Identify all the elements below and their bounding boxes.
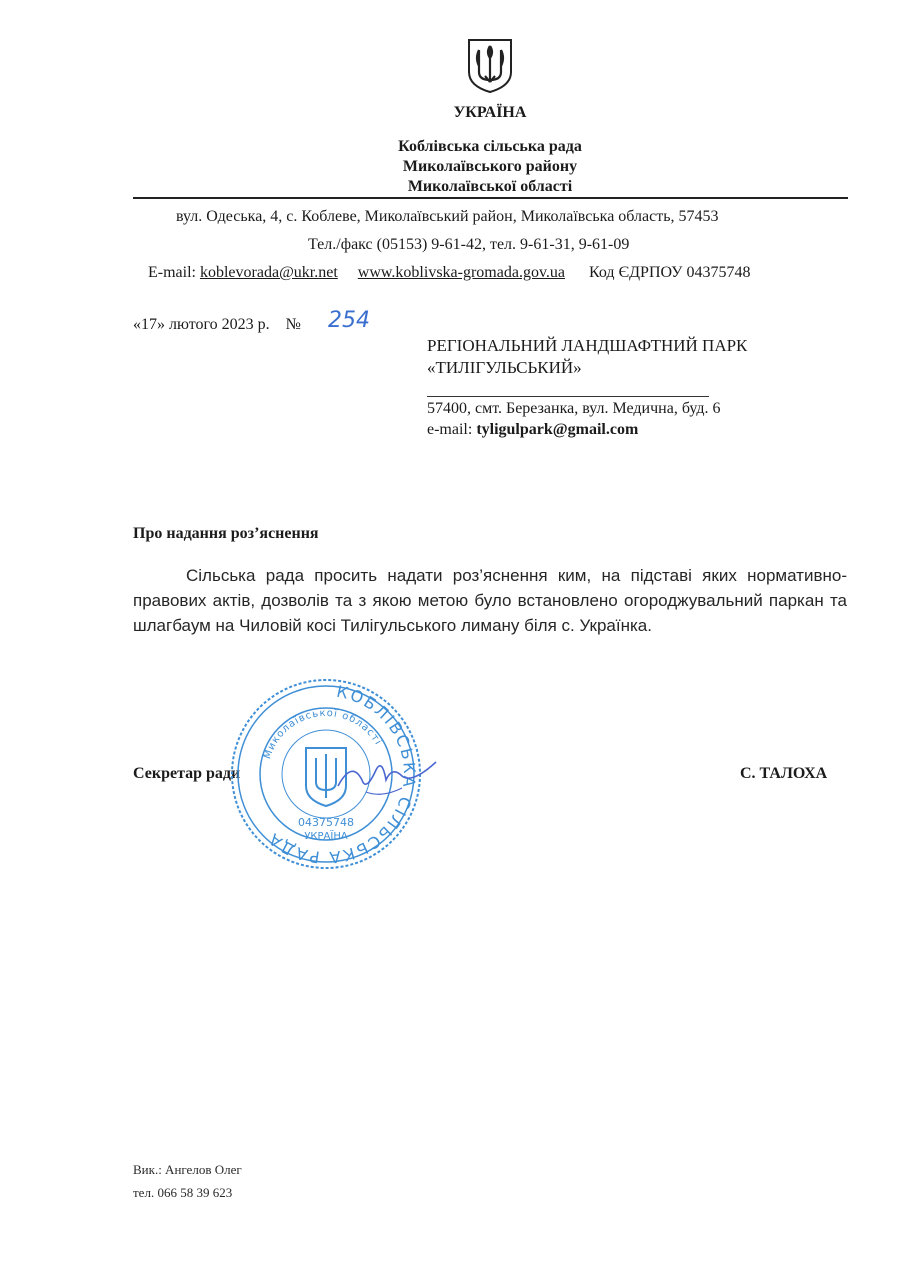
trident-coat-of-arms-icon xyxy=(465,36,515,94)
handwritten-letter-number: 254 xyxy=(328,308,370,333)
recipient-name-line2: «ТИЛІГУЛЬСЬКИЙ» xyxy=(427,358,582,377)
org-name-line2: Миколаївського району xyxy=(402,158,578,175)
executor-phone: тел. 066 58 39 623 xyxy=(133,1185,233,1200)
letter-date-line xyxy=(133,316,301,334)
seal-country: УКРАЇНА xyxy=(304,831,348,842)
signer-title: Секретар ради xyxy=(133,765,241,782)
recipient-name-line1: РЕГІОНАЛЬНИЙ ЛАНДШАФТНИЙ ПАРК xyxy=(427,336,748,355)
org-phones: Тел./факс (05153) 9-61-42, тел. 9-61-31, 9-61-09 xyxy=(308,236,630,253)
letter-subject: Про надання роз’яснення xyxy=(133,525,319,542)
edrpou-code: Код ЄДРПОУ 04375748 xyxy=(589,264,751,281)
org-name-line3: Миколаївської області xyxy=(407,178,573,195)
number-label: № xyxy=(285,316,301,333)
recipient-address: 57400, смт. Березанка, вул. Медична, буд. 6 xyxy=(427,400,721,417)
header-divider xyxy=(133,197,848,199)
recipient-divider xyxy=(427,396,709,397)
signer-name: С. ТАЛОХА xyxy=(740,765,828,782)
seal-inner-text: Миколаївської області xyxy=(262,707,384,761)
recipient-email: tyligulpark@gmail.com xyxy=(476,421,639,438)
org-website-link[interactable]: www.koblivska-gromada.gov.ua xyxy=(357,264,566,281)
org-name-line1: Коблівська сільська рада xyxy=(398,138,582,155)
recipient-email-label: e-mail: xyxy=(427,421,473,438)
org-contacts-row xyxy=(148,264,750,282)
seal-code: 04375748 xyxy=(298,816,354,829)
executor-name: Вик.: Ангелов Олег xyxy=(133,1162,242,1177)
seal-outer-text: КОБЛІВСЬКА СІЛЬСЬКА РАДА xyxy=(263,681,420,868)
org-address: вул. Одеська, 4, с. Коблеве, Миколаївський район, Миколаївська область, 57453 xyxy=(176,208,719,225)
org-email-link[interactable]: koblevorada@ukr.net xyxy=(199,264,338,281)
letter-body: Сільська рада просить надати роз’яснення ким, на підставі яких нормативно-правових актів, дозволів та з якою метою було встановлено огороджувальний паркан та шлагбаум на Чиловій косі Тилігульського лиману біля с. Українка. xyxy=(133,566,847,635)
recipient-email-row xyxy=(427,421,638,439)
handwritten-signature xyxy=(332,740,442,810)
country-heading: УКРАЇНА xyxy=(453,104,527,121)
letter-date: «17» лютого 2023 р. xyxy=(133,316,270,333)
email-label: E-mail: xyxy=(148,264,196,281)
